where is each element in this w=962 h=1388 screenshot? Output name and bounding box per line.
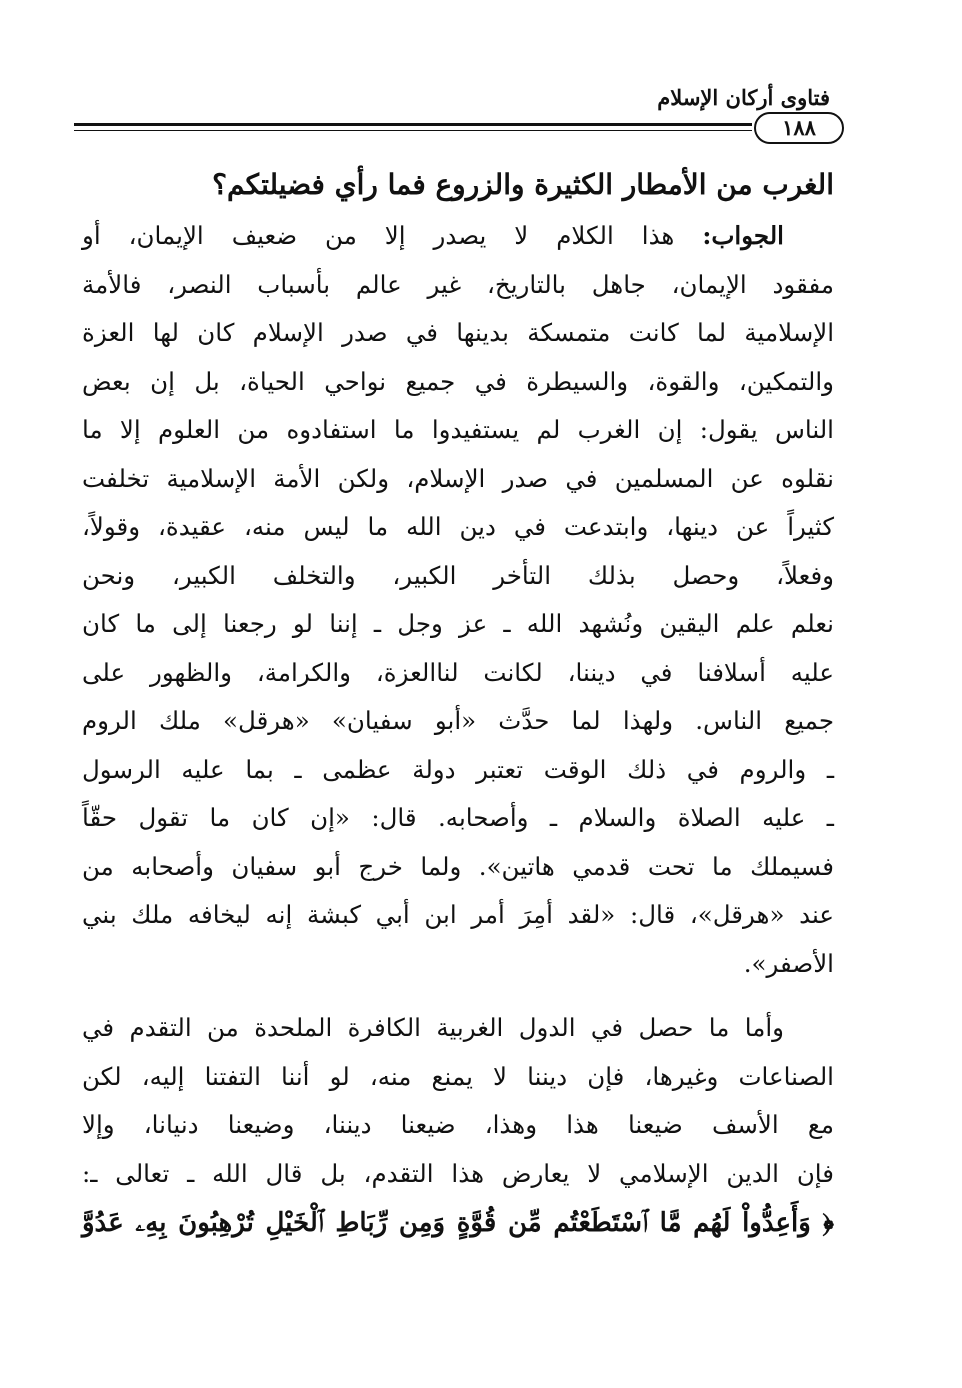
answer-line: عليه أسلافنا في ديننا، لكانت لناالعزة، والكرامة، والظهور على [82, 657, 834, 687]
quran-verse: ﴿ وَأَعِدُّواْ لَهُم مَّا ٱسْتَطَعْتُم مِّن قُوَّةٍ وَمِن رِّبَاطِ ٱلْخَيْلِ تُرْهِبُونَ بِهِۦ عَدُوَّ [82, 1208, 834, 1238]
paragraph2-line: وأما ما حصل في الدول الغربية الكافرة الملحدة من التقدم في [82, 1013, 784, 1042]
paragraph2-line: فإن الدين الإسلامي لا يعارض هذا التقدم، بل قال الله ـ تعالى ـ: [82, 1158, 834, 1188]
answer-line: مفقود الإيمان، جاهل بالتاريخ، غير عالم بأسباب النصر، فالأمة [82, 269, 834, 299]
paragraph2-line: الصناعات وغيرها، فإن ديننا لا يمنع منه، لو أننا التفتنا إليه، لكن [82, 1061, 834, 1091]
answer-line: جميع الناس. ولهذا لما حدَّث «أبو سفيان» «هرقل» ملك الروم [82, 706, 834, 735]
header-rule-thick [74, 123, 752, 126]
header-rule [74, 112, 844, 148]
answer-line: الأصفر». [743, 948, 834, 978]
answer-line: وفعلاً، وحصل بذلك التأخر الكبير، والتخلف الكبير، ونحن [82, 560, 834, 590]
answer-first-line-text: هذا الكلام لا يصدر إلا من ضعيف الإيمان، أو [82, 221, 703, 250]
answer-line: ـ عليه الصلاة والسلام ـ وأصحابه. قال: «إن كان ما تقول حقّاً [82, 803, 834, 832]
paragraph2-line: مع الأسف ضيعنا هذا وهذا، ضيعنا ديننا، وضيعنا دنيانا، وإلا [82, 1110, 834, 1139]
answer-line: الناس يقول: إن الغرب لم يستفيدوا ما استفادوه من العلوم إلا ما [82, 415, 834, 444]
page-body [82, 158, 834, 1248]
answer-first-line [82, 212, 834, 261]
question-heading: الغرب من الأمطار الكثيرة والزروع فما رأي فضيلتكم؟ [212, 168, 834, 201]
answer-line: ـ والروم في ذلك الوقت تعتبر دولة عظمى ـ بما عليه الرسول [82, 754, 834, 784]
paragraph-gap [82, 988, 834, 1004]
answer-line: الإسلامية لما كانت متمسكة بدينها في صدر الإسلام كان لها العزة [82, 318, 834, 347]
answer-line: عند «هرقل»، قال: «لقد أمِرَ أمر ابن أبي كبشة إنه ليخافه ملك بني [82, 900, 834, 929]
page-number: ١٨٨ [754, 112, 844, 144]
answer-line: نقلوه عن المسلمين في صدر الإسلام، ولكن الأمة الإسلامية تخلفت [82, 463, 834, 493]
answer-line: نعلم علم اليقين ونُشهد الله ـ عز وجل ـ إننا لو رجعنا إلى ما كان [82, 609, 834, 638]
answer-label: الجواب: [702, 221, 784, 250]
answer-line: فسيملك ما تحت قدمي هاتين». ولما خرج أبو سفيان وأصحابه من [82, 851, 834, 881]
answer-line: والتمكين، والقوة، والسيطرة في جميع نواحي الحياة، بل إن بعض [82, 366, 834, 396]
header-rule-thin [74, 130, 752, 131]
answer-line: كثيراً عن دينها، وابتدعت في دين الله ما ليس منه، عقيدة، وقولاً، [82, 512, 834, 541]
running-header-title: فتاوى أركان الإسلام [657, 85, 830, 110]
